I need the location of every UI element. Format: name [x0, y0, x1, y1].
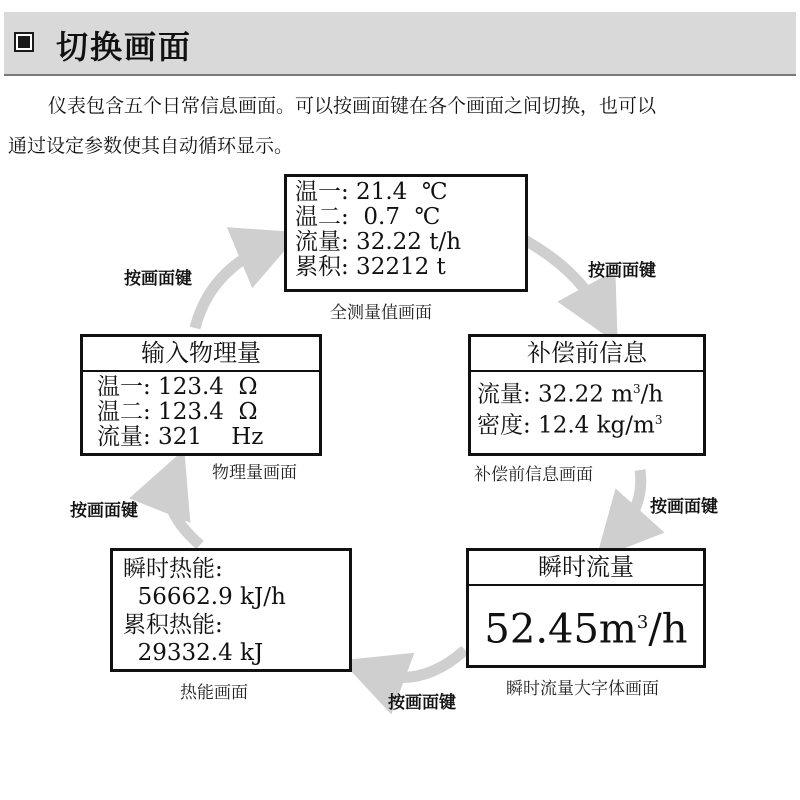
intro-line-2: 通过设定参数使其自动循环显示。 — [8, 135, 294, 157]
heat-row: 瞬时热能: — [123, 556, 223, 582]
screen-compensation — [468, 334, 706, 456]
instant-flow-title: 瞬时流量 — [469, 551, 703, 586]
compensation-density-row: 密度: 12.4 $kg/m^3$ — [477, 412, 663, 439]
caption-compensation: 补偿前信息画面 — [474, 465, 593, 485]
physical-row: 温一: 123.4 Ω — [97, 374, 258, 400]
physical-row: 流量: 321 Hz — [97, 424, 264, 450]
screen-heat-energy — [110, 548, 352, 672]
heat-row: 56662.9 kJ/h — [123, 584, 286, 610]
caption-all-measurements: 全测量值画面 — [330, 303, 432, 323]
all-measure-row: 累积: 32212 t — [295, 254, 446, 280]
physical-row: 温二: 123.4 Ω — [97, 399, 258, 425]
intro-line-1: 仪表包含五个日常信息画面。可以按画面键在各个画面之间切换，也可以 — [48, 95, 657, 117]
arrow-label-top-right: 按画面键 — [588, 261, 656, 281]
caption-physical-quantity: 物理量画面 — [212, 463, 297, 483]
screen-instant-flow — [466, 548, 706, 668]
screen-all-measurements — [284, 174, 528, 292]
arrow-right — [618, 470, 641, 535]
arrow-top-left — [195, 245, 270, 328]
caption-heat-energy: 热能画面 — [180, 683, 248, 703]
instant-flow-value: $52.45m^3/h$ — [484, 606, 688, 653]
physical-title: 输入物理量 — [83, 337, 319, 372]
caption-instant-flow: 瞬时流量大字体画面 — [506, 679, 659, 699]
arrow-label-top-left: 按画面键 — [124, 269, 192, 289]
screen-physical-quantity — [80, 334, 322, 456]
compensation-flow-row: 流量: 32.22 $m^3/h$ — [477, 381, 664, 408]
arrow-label-bottom: 按画面键 — [388, 693, 456, 713]
arrow-label-left: 按画面键 — [70, 501, 138, 521]
heat-row: 累积热能: — [123, 612, 223, 638]
arrow-left — [169, 480, 200, 545]
all-measure-row: 温二: 0.7 ℃ — [295, 204, 441, 230]
all-measure-row: 流量: 32.22 t/h — [295, 229, 462, 255]
section-title: 切换画面 — [56, 28, 193, 66]
heat-row: 29332.4 kJ — [123, 640, 264, 666]
arrow-label-right: 按画面键 — [650, 497, 718, 517]
arrow-bottom — [372, 650, 465, 678]
compensation-title: 补偿前信息 — [471, 337, 703, 372]
all-measure-row: 温一: 21.4 ℃ — [295, 179, 448, 205]
